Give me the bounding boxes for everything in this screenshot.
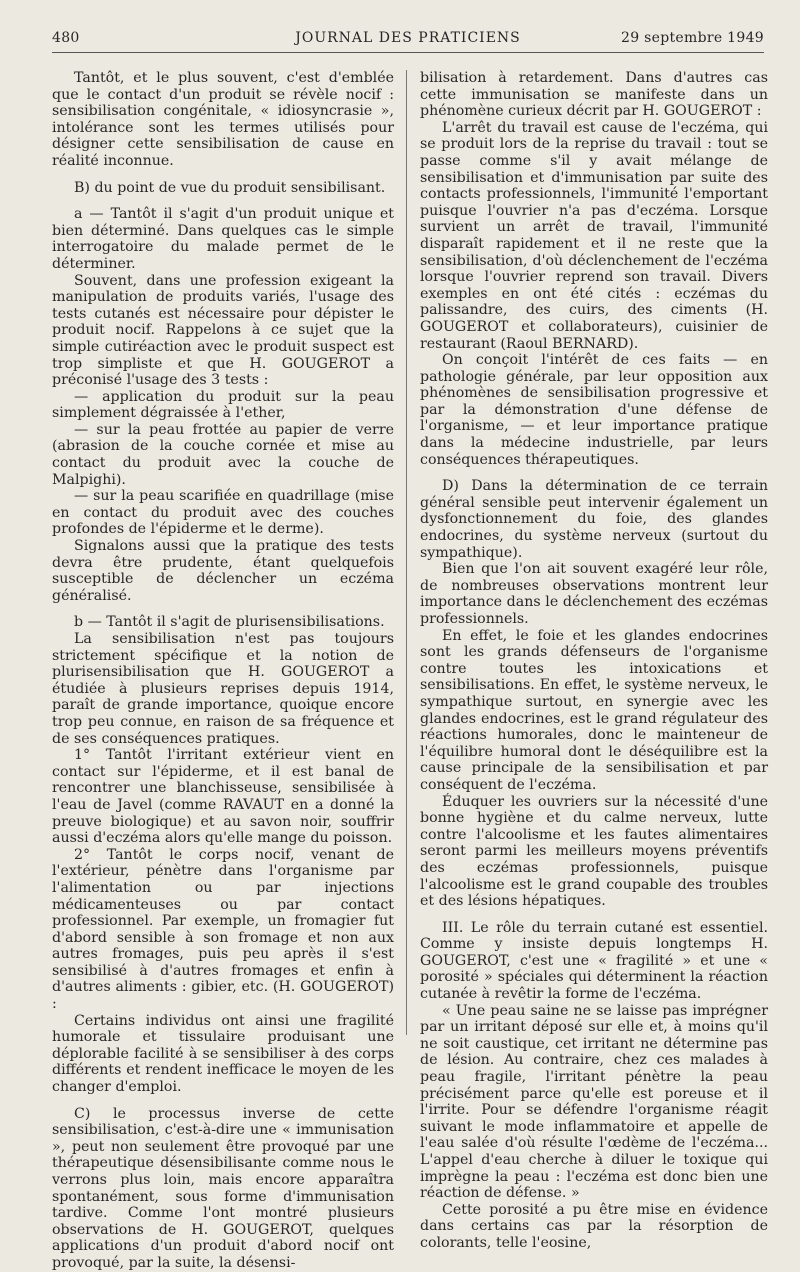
paragraph: 2° Tantôt le corps nocif, venant de l'extérieur, pénètre dans l'organisme par l'alimentation ou par injections médicamenteuses ou par contact professionnel. Par exemple, un fromagier fut d'abord sensible à son fromage et non aux autres fromages, puis peu après il s'est sensibilisé à d'autres fromages et enfin à d'autres aliments : gibier, etc. (H. GOUGEROT) : (52, 846, 394, 1013)
paragraph: Cette porosité a pu être mise en évidence dans certains cas par la résorption de colorants, telle l'eosine, (420, 1201, 768, 1251)
paragraph: B) du point de vue du produit sensibilisant. (74, 179, 386, 196)
paragraph: La sensibilisation n'est pas toujours strictement spécifique et la notion de plurisensibilisation que H. GOUGEROT a étudiée à plusieurs reprises depuis 1914, paraît de grande importance, quoique encore trop peu connue, en raison de sa fréquence et de ses conséquences pratiques. (52, 631, 394, 747)
paragraph: a — Tantôt il s'agit d'un produit unique et bien déterminé. Dans quelques cas le simple interrogatoire du malade permet de le déterminer. (52, 206, 394, 272)
paragraph: Éduquer les ouvriers sur la nécessité d'une bonne hygiène et du calme nerveux, lutte contre l'alcoolisme et les fautes alimentaires seront parmi les meilleurs moyens préventifs des eczémas professionnels, puisque l'alcoolisme est le grand coupable des troubles et des lésions hépatiques. (420, 793, 768, 910)
paragraph: — application du produit sur la peau simplement dégraissée à l'ether, (52, 388, 394, 422)
paragraph: En effet, le foie et les glandes endocrines sont les grands défenseurs de l'organisme contre toutes les intoxications et sensibilisations. En effet, le système nerveux, le sympathique surtout, en synergie avec les glandes endocrines, est le grand régulateur des réactions humorales, donc le mainteneur de l'équilibre humoral dont le déséquilibre est la cause principale de la sensibilisation et par conséquent de l'eczéma. (420, 627, 768, 793)
paragraph: — sur la peau frottée au papier de verre (abrasion de la couche cornée et mise au contact du produit avec la couche de Malpighi). (52, 421, 394, 488)
paragraph: Souvent, dans une profession exigeant la manipulation de produits variés, l'usage des tests cutanés est nécessaire pour dépister le produit nocif. Rappelons à ce sujet que la simple cutiréaction avec le produit suspect est trop simpliste et que H. GOUGEROT a préconisé l'usage des 3 tests : (52, 272, 394, 389)
left-column (52, 70, 394, 1272)
paragraph: On conçoit l'intérêt de ces faits — en pathologie générale, par leur opposition aux phénomènes de sensibilisation progressive et par la démonstration d'une défense de l'organisme, — et leur importance pratique dans la médecine industrielle, par leurs conséquences thérapeutiques. (420, 352, 768, 468)
paragraph: — sur la peau scarifiée en quadrillage (mise en contact du produit avec des couches profondes de l'épiderme et le derme). (52, 488, 394, 538)
paragraph: C) le processus inverse de cette sensibilisation, c'est-à-dire une « immunisation », peut non seulement être provoqué par une thérapeutique désensibilisante comme nous le verrons plus loin, mais encore apparaîtra spontanément, sous forme d'immunisation tardive. Comme l'ont montré plusieurs observations de H. GOUGEROT, quelques applications d'un produit d'abord nocif ont provoqué, par la suite, la désensi- (52, 1105, 394, 1271)
page-number: 480 (52, 30, 80, 46)
paragraph: 1° Tantôt l'irritant extérieur vient en contact sur l'épiderme, et il est banal de rencontrer une blanchisseuse, sensibilisée à l'eau de Javel (comme RAVAUT en a donné la preuve biologique) et au savon noir, souffrir aussi d'eczéma alors qu'elle mange du poisson. (52, 747, 394, 847)
paragraph: bilisation à retardement. Dans d'autres cas cette immunisation se manifeste dans un phénomène curieux décrit par H. GOUGEROT : (420, 70, 768, 120)
paragraph: « Une peau saine ne se laisse pas imprégner par un irritant déposé sur elle et, à moins qu'il ne soit caustique, cet irritant ne détermine pas de lésion. Au contraire, chez ces malades à peau fragile, l'irritant pénètre la peau précisément parce qu'elle est poreuse et il l'irrite. Pour se défendre l'organisme réagit suivant le mode inflammatoire et appelle de l'eau salée d'où résulte l'œdème de l'eczéma... L'appel d'eau cherche à diluer le toxique qui imprègne la peau : l'eczéma est donc bien une réaction de défense. » (420, 1002, 768, 1202)
paragraph: Certains individus ont ainsi une fragilité humorale et tissulaire produisant une déplorable facilité à se sensibiliser à des corps différents et rendent inefficace le moyen de les changer d'emploi. (52, 1012, 394, 1096)
issue-date: 29 septembre 1949 (620, 30, 764, 46)
running-header (52, 26, 764, 53)
paragraph: Tantôt, et le plus souvent, c'est d'emblée que le contact d'un produit se révèle nocif : sensibilisation congénitale, « idiosyncrasie », intolérance sont les termes utilisés pour désigner cette sensibilisation de cause en réalité inconnue. (52, 70, 394, 169)
paragraph: D) Dans la détermination de ce terrain général sensible peut intervenir également un dysfonctionnement du foie, des glandes endocrines, du système nerveux (surtout du sympathique). (420, 478, 768, 561)
paragraph: Signalons aussi que la pratique des tests devra être prudente, étant quelquefois susceptible de déclencher un eczéma généralisé. (52, 538, 394, 604)
paragraph: b — Tantôt il s'agit de plurisensibilisations. (74, 614, 385, 631)
column-divider (406, 70, 407, 1035)
right-column (420, 70, 768, 1252)
journal-title: JOURNAL DES PRATICIENS (295, 30, 521, 46)
paragraph: L'arrêt du travail est cause de l'eczéma, qui se produit lors de la reprise du travail : tout se passe comme s'il y avait mélange de sensibilisation et d'immunisation par suite des contacts professionnels, l'immunité l'emportant puisque l'ouvrier n'a pas d'eczéma. Lorsque survient un arrêt de travail, l'immunité disparaît rapidement et il ne reste que la sensibilisation, d'où déclenchement de l'eczéma lorsque l'ouvrier reprend son travail. Divers exemples en ont été cités : eczémas du palissandre, des cuirs, des ciments (H. GOUGEROT et collaborateurs), cuisinier de restaurant (Raoul BERNARD). (420, 119, 768, 352)
paragraph: Bien que l'on ait souvent exagéré leur rôle, de nombreuses observations montrent leur importance dans le déclenchement des eczémas professionnels. (420, 561, 768, 627)
paragraph: III. Le rôle du terrain cutané est essentiel. Comme y insiste depuis longtemps H. GOUGEROT, c'est une « fragilité » et une « porosité » spéciales qui déterminent la réaction cutanée à revêtir la forme de l'eczéma. (420, 919, 768, 1003)
